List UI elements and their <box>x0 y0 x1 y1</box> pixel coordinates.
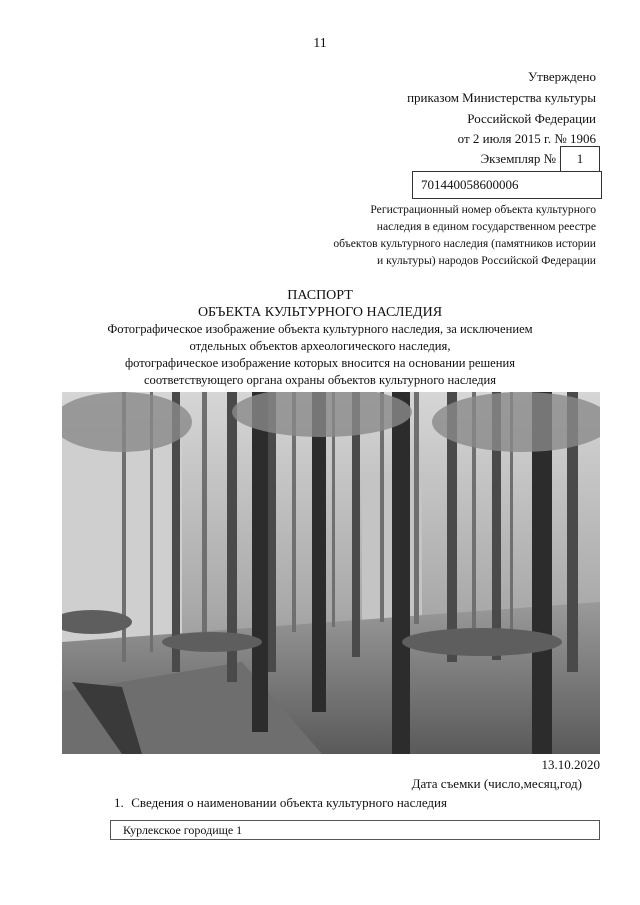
registration-caption-line: Регистрационный номер объекта культурного <box>370 203 596 216</box>
registration-number-box: 701440058600006 <box>412 171 602 199</box>
approval-line-1: Утверждено <box>527 69 596 84</box>
section-1-number: 1. <box>114 795 124 810</box>
passport-title-object: ОБЪЕКТА КУЛЬТУРНОГО НАСЛЕДИЯ <box>197 305 443 320</box>
copy-number-label: Экземпляр № <box>480 151 556 166</box>
object-photo <box>62 392 600 754</box>
section-1-heading-text: Сведения о наименовании объекта культурного наследия <box>131 795 447 810</box>
approval-line-2: приказом Министерства культуры <box>407 90 596 105</box>
copy-number-box: 1 <box>560 146 600 172</box>
registration-caption-line: наследия в едином государственном реестре <box>376 220 596 233</box>
object-name-field: Курлекское городище 1 <box>110 820 600 840</box>
approval-line-3: Российской Федерации <box>467 111 596 126</box>
page-number: 11 <box>313 36 327 51</box>
subtitle-line: фотографическое изображение которых вносится на основании решения <box>124 356 516 370</box>
subtitle-line: Фотографическое изображение объекта культурного наследия, за исключением <box>107 322 533 336</box>
forest-photo-illustration <box>62 392 600 754</box>
registration-caption-line: и культуры) народов Российской Федерации <box>376 254 596 267</box>
subtitle-line: отдельных объектов археологического наследия, <box>189 339 451 353</box>
registration-caption-line: объектов культурного наследия (памятников истории <box>333 237 596 250</box>
passport-subtitle <box>40 321 600 389</box>
photo-date-caption: Дата съемки (число,месяц,год) <box>411 776 582 791</box>
registration-caption <box>266 201 596 269</box>
photo-date: 13.10.2020 <box>541 757 600 772</box>
subtitle-line: соответствующего органа охраны объектов культурного наследия <box>143 373 497 387</box>
approval-line-4: от 2 июля 2015 г. № 1906 <box>457 131 596 146</box>
section-1-heading <box>114 795 447 811</box>
passport-title-block <box>0 287 640 389</box>
passport-title: ПАСПОРТ <box>287 288 353 303</box>
